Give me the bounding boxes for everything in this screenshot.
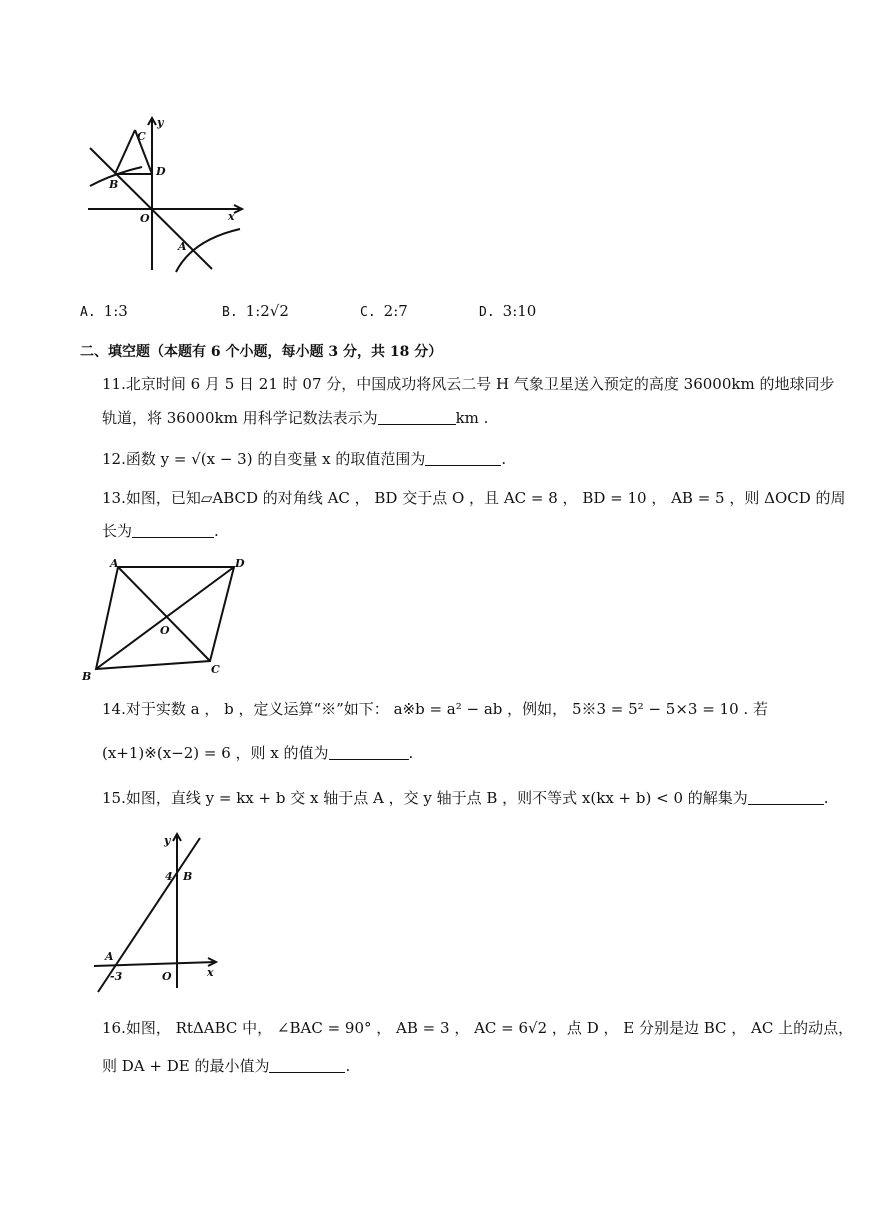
q16-line-2: 则 DA + DE 的最小值为 .	[102, 1057, 351, 1075]
fig10-label-o: O	[140, 212, 150, 225]
segment-bc	[115, 130, 135, 174]
q16-answer-blank[interactable]	[269, 1058, 345, 1073]
q13-figure	[78, 555, 253, 685]
fig10-label-d: D	[156, 165, 166, 178]
fig10-label-x: x	[228, 210, 235, 223]
q10-figure	[82, 112, 252, 277]
fig10-label-c: C	[137, 130, 146, 143]
q10-option-c: C. 2:7	[360, 302, 408, 320]
q10-option-d: D. 3:10	[479, 302, 537, 320]
fig13-label-d: D	[235, 557, 245, 570]
line-ab	[98, 838, 200, 992]
q13-line-1: 13.如图，已知▱ABCD 的对角线 AC ， BD 交于点 O ，且 AC = 8 ， BD = 10 ， AB = 5 ，则 ΔOCD 的周	[102, 489, 846, 507]
diagonal-bd	[96, 567, 234, 669]
q12-answer-blank[interactable]	[425, 451, 501, 466]
fig13-label-c: C	[211, 663, 220, 676]
q14-line-2: (x+1)※(x−2) = 6 ，则 x 的值为 .	[102, 744, 414, 762]
q13-line-2: 长为 .	[102, 522, 219, 540]
q15-line: 15.如图，直线 y = kx + b 交 x 轴于点 A ，交 y 轴于点 B ，则不等式 x(kx + b) < 0 的解集为 .	[102, 789, 829, 807]
q14-line-1: 14.对于实数 a ， b ，定义运算“※”如下： a※b = a² − ab ，例如， 5※3 = 5² − 5×3 = 10 . 若	[102, 700, 768, 718]
fig15-label-x: x	[207, 966, 214, 979]
q16-line-1: 16.如图， RtΔABC 中， ∠BAC = 90° ， AB = 3 ， AC = 6√2 ，点 D ， E 分别是边 BC ， AC 上的动点，	[102, 1019, 854, 1037]
fig10-label-b: B	[109, 178, 119, 191]
q15-answer-blank[interactable]	[748, 790, 824, 805]
fig15-label-b: B	[183, 870, 193, 883]
fig15-label-a: A	[105, 950, 114, 963]
q10-option-b: B. 1:2√2	[222, 302, 289, 320]
fig15-label-y: y	[164, 834, 171, 847]
q11-answer-blank[interactable]	[378, 410, 456, 425]
fig15-label-neg3: -3	[110, 970, 123, 983]
fig15-label-o: O	[162, 970, 172, 983]
fig13-label-o: O	[160, 624, 170, 637]
q15-figure	[90, 828, 230, 996]
q12-line: 12.函数 y = √(x − 3) 的自变量 x 的取值范围为 .	[102, 450, 507, 468]
fig10-label-y: y	[157, 116, 164, 129]
q10-option-a: A. 1:3	[80, 302, 128, 320]
q14-answer-blank[interactable]	[329, 745, 409, 760]
q13-answer-blank[interactable]	[132, 523, 214, 538]
fig10-label-a: A	[178, 240, 187, 253]
section-2-title: 二、填空题（本题有 6 个小题，每小题 3 分，共 18 分）	[80, 344, 443, 360]
fig13-label-b: B	[82, 670, 92, 683]
fig13-label-a: A	[110, 557, 119, 570]
fig15-label-4: 4	[165, 870, 173, 883]
q11-line-1: 11.北京时间 6 月 5 日 21 时 07 分，中国成功将风云二号 H 气象卫星送入预定的高度 36000km 的地球同步	[102, 375, 835, 393]
diagonal-ac	[118, 567, 210, 661]
q11-line-2: 轨道，将 36000km 用科学记数法表示为 km .	[102, 409, 489, 427]
